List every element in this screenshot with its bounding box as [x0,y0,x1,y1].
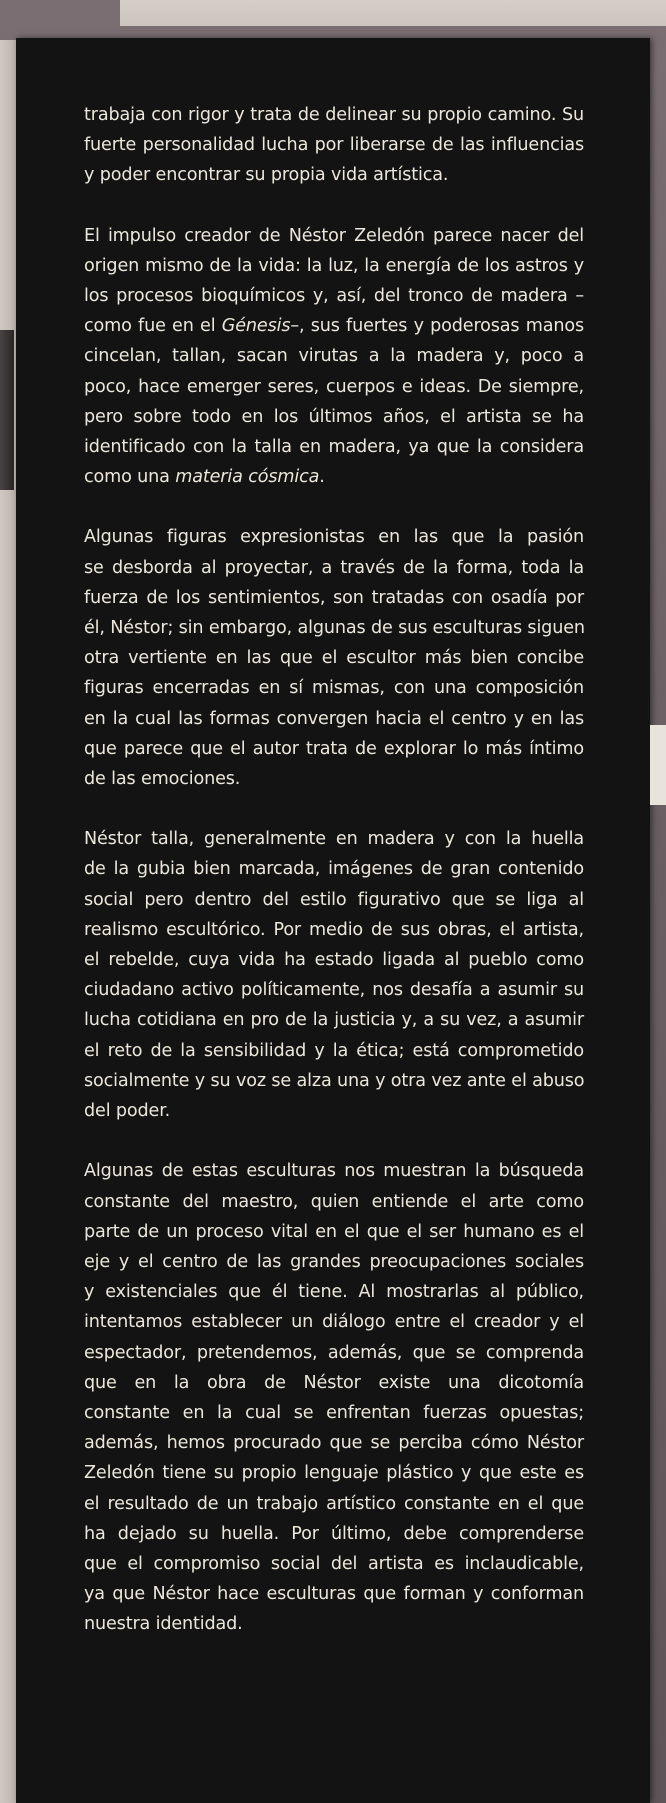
booklet-fold-edge [0,330,14,490]
text-line: que en la obra de Néstor existe una dicotomía [84,1372,584,1393]
text-line: y existenciales que él tiene. Al mostrarlas al público, [84,1282,584,1303]
masking-tape-right [650,725,666,805]
text-line: Algunas de estas esculturas nos muestran la búsqueda [84,1161,584,1182]
text-line: en la cual las formas convergen hacia el centro y en las [84,708,584,729]
text-line: ya que Néstor hace esculturas que forman y conforman [84,1584,584,1605]
text-line [84,311,584,341]
text-line: fuerte personalidad lucha por liberarse de las influencias [84,135,584,156]
booklet-page [16,38,650,1803]
text-line: el rebelde, cuya vida ha estado ligada al pueblo como [84,950,584,971]
text-segment: . [319,467,325,488]
text-line: parte de un proceso vital en el que el ser humano es el [84,1221,584,1242]
text-line: pero sobre todo en los últimos años, el artista se ha [84,406,584,427]
text-line: social pero dentro del estilo figurativo que se liga al [84,889,584,910]
text-line: figuras encerradas en sí mismas, con una composición [84,678,584,699]
text-line: Zeledón tiene su propio lenguaje plástico y que este es [84,1463,584,1484]
text-line: el reto de la sensibilidad y la ética; está comprometido [84,1040,584,1061]
text-line: lucha cotidiana en pro de la justicia y, a su vez, a asumir [84,1010,584,1031]
text-line [84,462,584,492]
text-line: el resultado de un trabajo artístico constante en el que [84,1493,584,1514]
text-line: otra vertiente en las que el escultor más bien concibe [84,648,584,669]
text-line: intentamos establecer un diálogo entre el creador y el [84,1312,584,1333]
paragraph [84,522,584,794]
paragraph [84,221,584,493]
italic-term: materia cósmica [175,467,320,488]
text-line: se desborda al proyectar, a través de la forma, toda la [84,557,584,578]
text-line: constante en la cual se enfrentan fuerzas opuestas; [84,1402,584,1423]
text-line: además, hemos procurado que se perciba cómo Néstor [84,1433,584,1454]
text-line: eje y el centro de las grandes preocupaciones sociales [84,1251,584,1272]
text-segment: como una [84,467,176,488]
text-line: socialmente y su voz se alza una y otra vez ante el abuso [84,1070,585,1091]
text-line: origen mismo de la vida: la luz, la energía de los astros y [84,255,584,276]
text-segment: –, sus fuertes y poderosas manos [290,316,584,337]
text-segment: como fue en el [84,316,222,337]
paragraph [84,824,584,1126]
text-line: de la gubia bien marcada, imágenes de gran contenido [84,859,584,880]
paragraph [84,100,584,191]
text-line: cincelan, tallan, sacan virutas a la madera y, poco a [84,346,584,367]
text-line: él, Néstor; sin embargo, algunas de sus esculturas siguen [84,618,585,639]
text-line: Néstor talla, generalmente en madera y con la huella [84,829,584,850]
text-line: poco, hace emerger seres, cuerpos e ideas. De siempre, [84,376,584,397]
text-line: El impulso creador de Néstor Zeledón parece nacer del [84,225,584,246]
text-line: nuestra identidad. [84,1614,243,1635]
text-line: fuerza de los sentimientos, son tratadas con osadía por [84,587,584,608]
text-line: ciudadano activo políticamente, nos desafía a asumir su [84,980,584,1001]
text-line: espectador, pretendemos, además, que se comprenda [84,1342,584,1363]
text-line: que parece que el autor trata de explorar lo más íntimo [84,738,584,759]
masking-tape-top [120,0,666,26]
text-line: y poder encontrar su propia vida artística. [84,165,449,186]
text-line: ha dejado su huella. Por último, debe comprenderse [84,1523,584,1544]
text-line: realismo escultórico. Por medio de sus obras, el artista, [84,919,584,940]
text-line: del poder. [84,1101,171,1122]
italic-term: Génesis [221,316,291,337]
text-line: que el compromiso social del artista es inclaudicable, [84,1553,584,1574]
text-line: Algunas figuras expresionistas en las que la pasión [84,527,584,548]
text-line: trabaja con rigor y trata de delinear su propio camino. Su [84,105,584,125]
text-line: de las emociones. [84,769,241,790]
text-line: los procesos bioquímicos y, así, del tronco de madera – [84,286,584,307]
text-line: constante del maestro, quien entiende el arte como [84,1191,584,1212]
paragraph [84,1156,584,1639]
text-line: identificado con la talla en madera, ya que la considera [84,437,584,458]
body-text [84,100,584,1670]
